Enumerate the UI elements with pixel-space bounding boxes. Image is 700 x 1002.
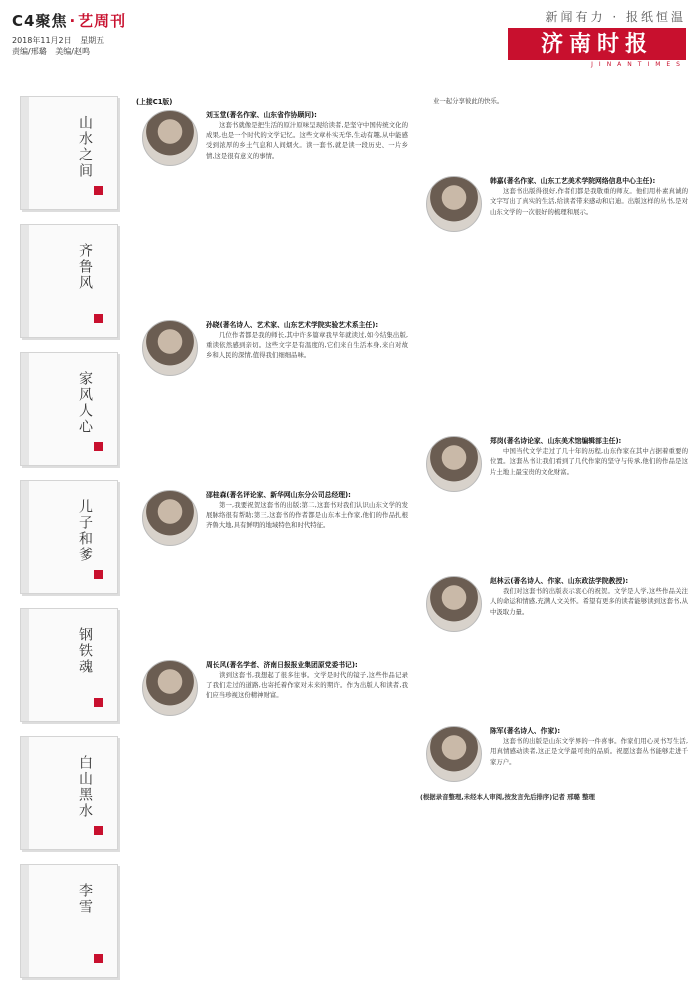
speaker-remarks: 我们对这套书的出版表示衷心的祝贺。文学是人学,这些作品关注人的命运和情感,充满人文关怀。希望有更多的读者能够读到这套书,从中汲取力量。 xyxy=(490,587,688,616)
speaker-name: 赵林云(著名诗人、作家、山东政法学院教授): xyxy=(490,577,629,586)
seal-icon xyxy=(94,442,103,451)
speaker-block xyxy=(420,576,688,636)
speaker-block xyxy=(136,490,408,550)
book-title: 钢铁魂 xyxy=(77,627,93,675)
issue-weekday: 星期五 xyxy=(80,36,105,45)
separator-dot: · xyxy=(69,12,77,30)
book-title: 山水之间 xyxy=(77,115,93,179)
seal-icon xyxy=(94,698,103,707)
article-column-right xyxy=(420,96,688,802)
speaker-remarks: 中国当代文学走过了几十年的历程,山东作家在其中占据着重要的位置。这套丛书让我们看到了几代作家的坚守与传承,他们的作品是这片土地上最宝贵的文化财富。 xyxy=(490,447,688,476)
book-title: 白山黑水 xyxy=(77,755,93,819)
speaker-remarks: 这套书出版得很好,作者们都是我敬重的师友。他们用朴素真诚的文字写出了真实的生活,给读者带来感动和启迪。出版这样的丛书,是对山东文学的一次很好的梳理和展示。 xyxy=(490,187,688,216)
seal-icon xyxy=(94,570,103,579)
seal-icon xyxy=(94,314,103,323)
speaker-block xyxy=(420,176,688,236)
speaker-remarks: 几位作者都是我的师长,其中许多篇章我早年就读过,如今结集出版,重读依然感到亲切。这些文字是有温度的,它们来自生活本身,来自对故乡和人民的深情,值得我们细细品味。 xyxy=(206,331,408,360)
book-cover xyxy=(20,96,118,210)
speaker-block xyxy=(136,660,408,720)
issue-date: 2018年11月2日 xyxy=(12,36,72,45)
book-title: 李雪 xyxy=(77,883,93,915)
section-label: C4聚焦 xyxy=(12,12,68,30)
portrait-photo xyxy=(142,110,198,166)
speaker-block xyxy=(420,726,688,786)
section-title xyxy=(12,10,126,31)
article-column-left xyxy=(136,96,408,720)
designer-credit: 美编/赵鸣 xyxy=(55,47,90,56)
speaker-name: 孙晓(著名诗人、艺术家、山东艺术学院实验艺术系主任): xyxy=(206,321,379,329)
portrait-photo xyxy=(426,436,482,492)
slogan: 新闻有力 · 报纸恒温 xyxy=(545,10,686,24)
book-title: 齐鲁风 xyxy=(77,243,93,291)
masthead-left xyxy=(12,10,126,57)
book-spine xyxy=(21,865,29,977)
book-spine xyxy=(21,353,29,465)
editor-credit: 责编/邢璐 xyxy=(12,47,47,56)
seal-icon xyxy=(94,954,103,963)
footer-note: (根据录音整理,未经本人审阅,按发言先后排序)记者 邢璐 整理 xyxy=(420,793,595,802)
speaker-remarks: 第一,我要祝贺这套书的出版;第二,这套书对我们认识山东文学的发展脉络很有帮助;第三,这套书的作者都是山东本土作家,他们的作品扎根齐鲁大地,具有鲜明的地域特色和时代特征。 xyxy=(206,501,408,530)
book-title: 儿子和爹 xyxy=(77,499,93,563)
speaker-block xyxy=(136,320,408,380)
portrait-photo xyxy=(142,320,198,376)
portrait-photo xyxy=(426,176,482,232)
page-header xyxy=(0,0,700,68)
book-cover xyxy=(20,736,118,850)
speaker-name: 陈军(著名诗人、作家): xyxy=(490,727,561,736)
issue-meta xyxy=(12,35,126,57)
book-cover xyxy=(20,480,118,594)
speaker-remarks: 这套书的出版是山东文学界的一件喜事。作家们用心灵书写生活,用真情感动读者,这正是文学最可贵的品质。祝愿这套丛书能够走进千家万户。 xyxy=(490,737,688,766)
speaker-block xyxy=(420,436,688,496)
speaker-name: 韩嘉(著名作家、山东工艺美术学院网络信息中心主任): xyxy=(490,177,656,186)
seal-icon xyxy=(94,826,103,835)
continued-note: (上接C1版) xyxy=(136,98,173,106)
speaker-remarks: 这套书就像是把生活的原汁原味呈现给读者,是坚守中国传统文化的成果,也是一个时代的文学记忆。这些文章朴实无华,生动有趣,从中能感受到浓厚的乡土气息和人间烟火。读一套书,就是读一段历史、一片乡情,这是很有意义的事情。 xyxy=(206,121,408,160)
speaker-name: 邵桂森(著名评论家、新华网山东分公司总经理): xyxy=(206,491,351,499)
masthead-right xyxy=(508,8,686,68)
speaker-remarks: 读到这套书,我想起了很多往事。文学是时代的镜子,这些作品记录了我们走过的道路,也寄托着作家对未来的期许。作为出版人和读者,我们应当珍视这份精神财富。 xyxy=(206,671,408,700)
speaker-name: 刘玉堂(著名作家、山东省作协顾问): xyxy=(206,111,317,119)
portrait-photo xyxy=(426,576,482,632)
book-cover xyxy=(20,352,118,466)
column-intro: 业一起分享彼此的快乐。 xyxy=(433,97,504,105)
portrait-photo xyxy=(142,490,198,546)
portrait-photo xyxy=(426,726,482,782)
portrait-photo xyxy=(142,660,198,716)
newspaper-logo: 济南时报 xyxy=(508,28,686,60)
newspaper-logo-sub: JINANTIMES xyxy=(591,61,686,68)
book-title: 家风人心 xyxy=(77,371,93,435)
book-spine xyxy=(21,609,29,721)
book-cover xyxy=(20,864,118,978)
book-cover xyxy=(20,224,118,338)
book-cover xyxy=(20,608,118,722)
book-spine xyxy=(21,97,29,209)
book-spine xyxy=(21,737,29,849)
speaker-name: 周长风(著名学者、济南日报报业集团原党委书记): xyxy=(206,661,358,669)
book-spine xyxy=(21,225,29,337)
book-spine xyxy=(21,481,29,593)
speaker-block xyxy=(136,110,408,170)
column-label: 艺周刊 xyxy=(78,12,127,30)
speaker-name: 郑岗(著名诗论家、山东美术馆编辑部主任): xyxy=(490,437,622,446)
seal-icon xyxy=(94,186,103,195)
